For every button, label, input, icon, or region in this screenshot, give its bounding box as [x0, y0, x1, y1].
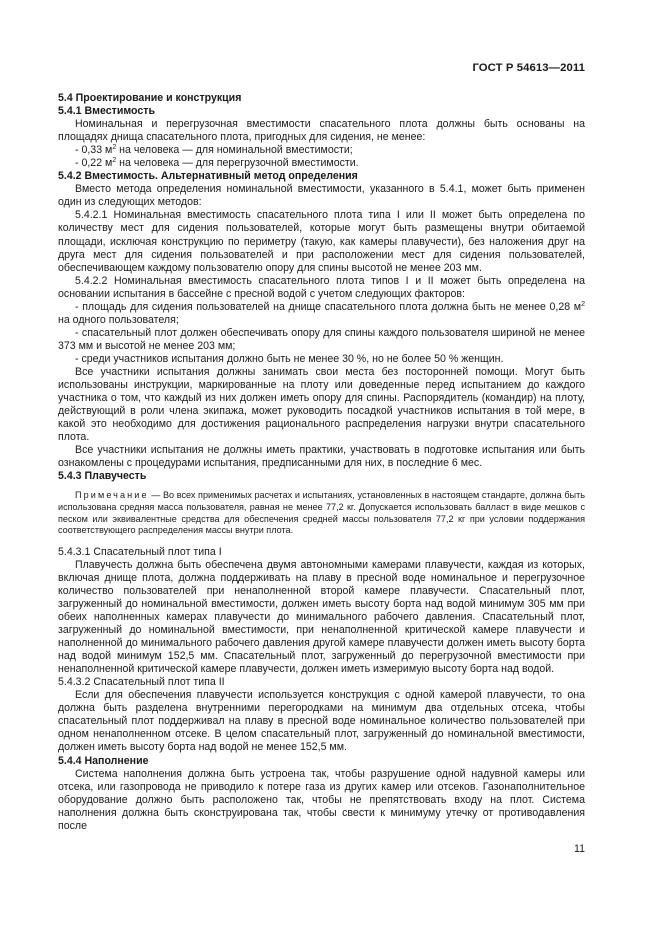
note	[58, 490, 585, 536]
paragraph: Все участники испытания не должны иметь практики, участвовать в подготовке испытания или быть ознакомлены с процедурами испытания, предписанными для них, в последние 6 мес.	[58, 444, 585, 470]
list-item: - 0,33 $м^2$ на человека — для номинальной вместимости;	[75, 144, 353, 157]
section-heading-5-4-4: 5.4.4 Наполнение	[58, 754, 149, 767]
paragraph: Вместо метода определения номинальной вместимости, указанного в 5.4.1, может быть применен один из следующих методов:	[58, 183, 585, 209]
section-heading-5-4-1: 5.4.1 Вместимость	[58, 105, 155, 118]
section-heading-5-4-3: 5.4.3 Плавучесть	[58, 470, 147, 483]
paragraph-5-4-2-1: 5.4.2.1 Номинальная вместимость спасательного плота типа I или II может быть определена по количеству мест для сидения пользователей, которые могут быть размещены внутри обитаемой площади, исключая конструкцию по периметру (такую, как камеры плавучести), без наложения друг на друга мест для сидения пользователей и при расположении мест для сидения пользователей, обеспечивающем каждому пользователю опору для спины высотой не менее 203 мм.	[58, 209, 585, 274]
document-body	[58, 92, 585, 833]
paragraph: Плавучесть должна быть обеспечена двумя автономными камерами плавучести, каждая из которых, включая днище плота, должна поддерживать на плаву в пресной воде номинальное и перегрузочное количество пользователей при ненаполненной второй камере плавучести. Спасательный плот, загруженный до номинальной вместимости, должен иметь высоту борта над водой минимум 305 мм при обеих наполненных камерах плавучести до минимального рабочего давления. Спасательный плот, загруженный до номинальной вместимости, при ненаполненной критической камере плавучести и наполненной до минимального рабочего давления другой камере плавучести должен иметь высоту борта над водой минимум 152,5 мм. Спасательный плот, загруженный до перегрузочной вместимости при ненаполненной критической камере плавучести, должен иметь измеримую высоту борта над водой.	[58, 558, 585, 676]
list-item: - спасательный плот должен обеспечивать опору для спины каждого пользователя шириной не менее 373 мм и высотой не менее 203 мм;	[58, 326, 585, 352]
section-heading-5-4-2: 5.4.2 Вместимость. Альтернативный метод определения	[58, 170, 358, 183]
page-number: 11	[574, 843, 585, 855]
list-item: - среди участников испытания должно быть не менее 30 %, но не более 50 % женщин.	[75, 352, 504, 365]
section-heading-5-4: 5.4 Проектирование и конструкция	[58, 92, 242, 104]
list-item: - площадь для сидения пользователей на днище спасательного плота должна быть не менее 0,28 $м^2$ на одного пользователя;	[58, 300, 585, 326]
note-label: Примечание	[75, 490, 149, 501]
paragraph: Система наполнения должна быть устроена так, чтобы разрушение одной надувной камеры или отсека, или газопровода не приводило к потере газа из других камер или отсеков. Газонаполнительное оборудование должно быть расположено так, чтобы не препятствовать входу на плот. Система наполнения должна быть сконструирована так, чтобы свести к минимуму утечку от противодавления после	[58, 767, 585, 832]
paragraph-5-4-2-2: 5.4.2.2 Номинальная вместимость спасательного плота типов I и II может быть определена на основании испытания в бассейне с пресной водой с учетом следующих факторов:	[58, 274, 585, 300]
subsection-heading-5-4-3-2: 5.4.3.2 Спасательный плот типа II	[58, 676, 225, 689]
paragraph: Номинальная и перегрузочная вместимости спасательного плота должны быть основаны на площадях днища спасательного плота, пригодных для сидения, не менее:	[58, 118, 585, 144]
list-item: - 0,22 $м^2$ на человека — для перегрузочной вместимости.	[75, 157, 359, 170]
paragraph: Все участники испытания должны занимать свои места без посторонней помощи. Могут быть использованы инструкции, маркированные на плоту или доведенные перед испытанием до каждого участника о том, что каждый из них должен иметь опору для спины. Распорядитель (командир) на плоту, действующий в роли члена экипажа, может руководить посадкой участников испытания в той мере, в какой это необходимо для достижения рационального распределения нагрузки внутри спасательного плота.	[58, 365, 585, 444]
paragraph: Если для обеспечения плавучести используется конструкция с одной камерой плавучести, то она должна быть разделена внутренними перегородками на минимум два отдельных отсека, чтобы спасательный плот поддерживал на плаву в пресной воде номинальное количество пользователей при одном ненаполненном отсеке. В целом спасательный плот, загруженный до номинальной вместимости, должен иметь высоту борта над водой не менее 152,5 мм.	[58, 689, 585, 754]
standard-code: ГОСТ Р 54613—2011	[472, 62, 585, 74]
note-text: — Во всех применимых расчетах и испытаниях, установленных в настоящем стандарте, должна быть использована средняя масса пользователя, равная не менее 77,2 кг. Допускается использовать балласт в виде мешков с песком или эквивалентные средства для обеспечения средней массы пользователя 77,2 кг при условии поддержания соответствующего распределения массы внутри плота.	[58, 490, 585, 536]
subsection-heading-5-4-3-1: 5.4.3.1 Спасательный плот типа I	[58, 545, 222, 558]
